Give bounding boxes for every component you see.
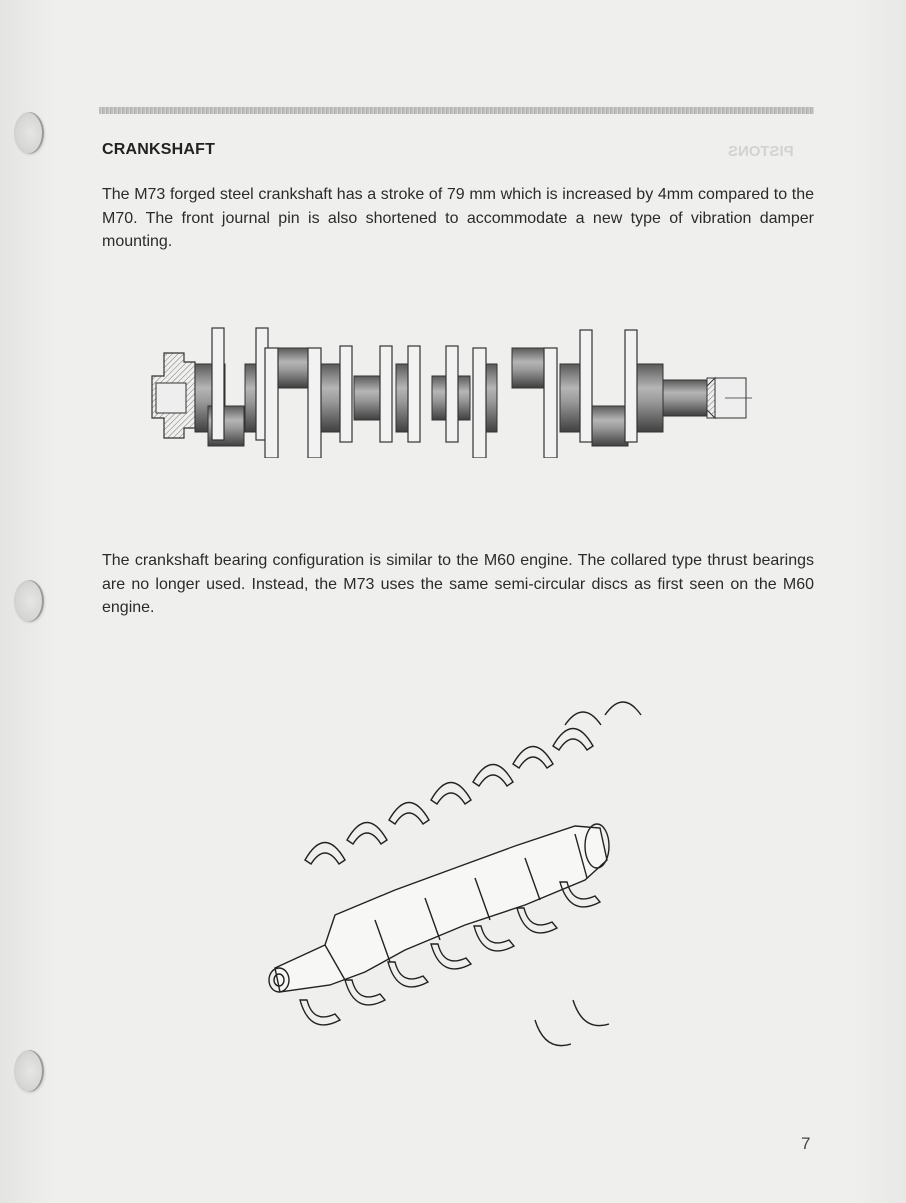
bleed-through-heading: PISTONS <box>728 143 794 160</box>
paragraph-bearings <box>102 549 814 620</box>
page-number: 7 <box>801 1134 811 1153</box>
crankshaft-side-view-figure <box>140 318 780 458</box>
punch-hole-bottom <box>14 1050 44 1092</box>
punch-hole-middle <box>14 580 44 622</box>
paragraph-text: The crankshaft bearing configuration is similar to the M60 engine. The collared type thrust bearings are no longer used. Instead, the M73 uses the same semi-circular discs as first seen on the M60 engine. <box>102 552 814 616</box>
paragraph-intro <box>102 183 814 254</box>
exploded-bearing-figure <box>255 700 650 1080</box>
section-title: CRANKSHAFT <box>102 141 216 158</box>
punch-hole-top <box>14 112 44 154</box>
paragraph-text: The M73 forged steel crankshaft has a stroke of 79 mm which is increased by 4mm compared to the M70. The front journal pin is also shortened to accommodate a new type of vibration damper mounting. <box>102 186 814 250</box>
header-rule <box>99 107 814 114</box>
